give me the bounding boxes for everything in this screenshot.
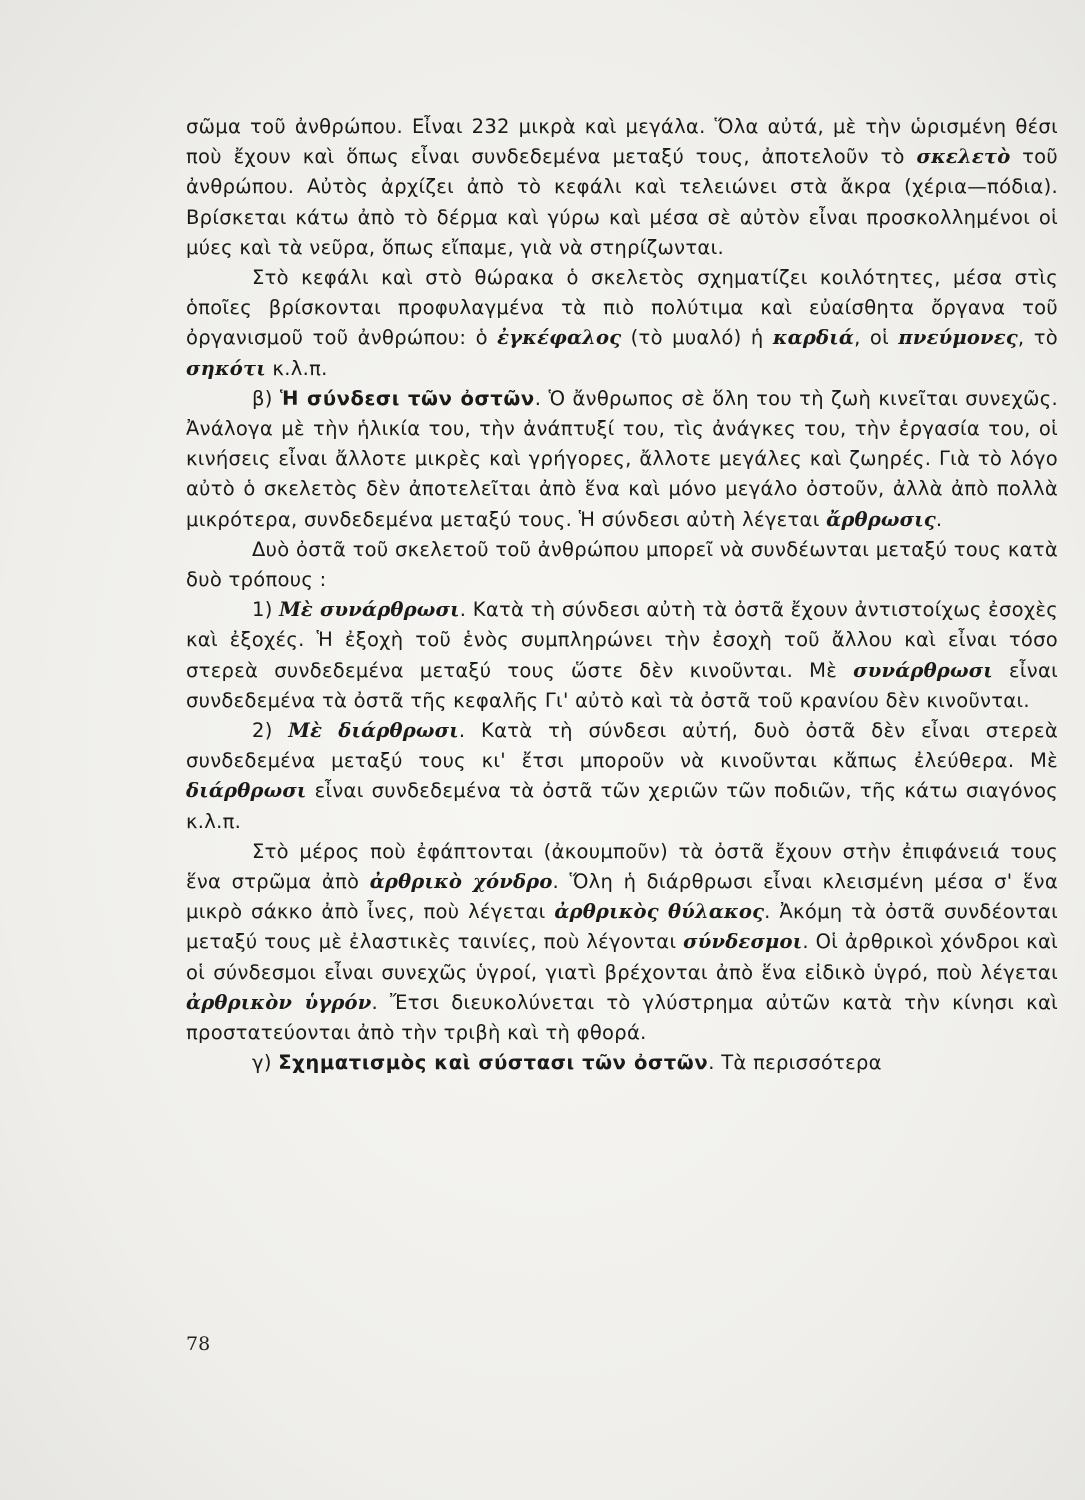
text-run: 2) [252,719,289,743]
key-term: ἀρθρικὸς θύλακος [554,900,765,924]
text-run: 1) [252,598,280,622]
paragraph-cartilage [186,837,1058,1048]
text-run: εἶναι συνδεδεμένα τὰ ὀστᾶ τῆς κεφαλῆς Γι' αὐτὸ καὶ τὰ ὀστᾶ τοῦ κρανίου δὲν κινοῦνται. [186,658,1059,712]
text-run: τοῦ ἀνθρώπου. Αὐτὸς ἀρχίζει ἀπὸ τὸ κεφάλι καὶ τελειώνει στὰ ἄκρα (χέρια—πόδια). Βρίσκεται κάτω ἀπὸ τὸ δέρμα καὶ γύρω καὶ μέσα σὲ αὐτὸν εἶναι προσκολλημένοι οἱ μύες καὶ τὰ νεῦρα, ὅπως εἴπαμε, γιὰ νὰ στηρίζωνται. [186,145,1058,259]
text-run: Στὸ μέρος ποὺ ἐφάπτονται (ἀκουμποῦν) τὰ ὀστᾶ ἔχουν στὴν ἐπιφάνειά τους ἕνα στρῶμα ἀπὸ [186,839,1058,894]
key-term: ἀρθρικὸν ὑγρόν [186,990,372,1014]
key-term: Μὲ συνάρθρωσι [279,598,460,622]
text-run: . Ἀκόμη τὰ ὀστᾶ συνδέονται μεταξύ τους μὲ ἐλαστικὲς ταινίες, ποὺ λέγονται [186,900,1058,954]
text-run: , τὸ [1017,326,1058,350]
key-term: σκελετὸ [916,145,1011,169]
text-run: . Οἱ ἀρθρικοὶ χόνδροι καὶ οἱ σύνδεσμοι εἶναι συνεχῶς ὑγροί, γιατὶ βρέχονται ἀπὸ ἕνα εἰδικὸ ὑγρό, ποὺ λέγεται [186,930,1058,984]
text-run: (τὸ μυαλό) ἡ [621,326,773,350]
text-run: εἶναι συνδεδεμένα τὰ ὀστᾶ τῶν χεριῶν τῶν ποδιῶν, τῆς κάτω σιαγόνος κ.λ.π. [186,779,1058,833]
section-b-joints [186,384,1058,535]
text-run: . Ὅλη ἡ διάρθρωσι εἶναι κλεισμένη μέσα σ' ἕνα μικρὸ σάκκο ἀπὸ ἶνες, ποὺ λέγεται [186,870,1058,924]
key-term: πνεύμονες [898,326,1018,350]
text-run: . Κατὰ τὴ σύνδεσι αὐτή, δυὸ ὀστᾶ δὲν εἶναι στερεὰ συνδεδεμένα μεταξύ τους κι' ἔτσι μποροῦν νὰ κινοῦνται κἄπως ἐλεύθερα. Μὲ [186,719,1058,773]
text-run: , οἱ [854,326,899,350]
text-run: . [935,507,943,531]
text-run: Δυὸ ὀστᾶ τοῦ σκελετοῦ τοῦ ἀνθρώπου μπορεῖ νὰ συνδέωνται μεταξύ τους κατὰ δυὸ τρόπους : [186,537,1058,592]
text-run: Στὸ κεφάλι καὶ στὸ θώρακα ὁ σκελετὸς σχηματίζει κοιλότητες, μέσα στὶς ὁποῖες βρίσκονται προφυλαγμένα τὰ πιὸ πολύτιμα καὶ εὐαίσθητα ὄργανα τοῦ ὀργανισμοῦ τοῦ ἀνθρώπου: ὁ [186,266,1058,350]
section-heading: Ἡ σύνδεσι τῶν ὀστῶν [279,386,535,410]
section-heading: Σχηματισμὸς καὶ σύστασι τῶν ὀστῶν [278,1051,709,1075]
text-run: γ) [252,1051,279,1075]
text-run: . Κατὰ τὴ σύνδεσι αὐτὴ τὰ ὀστᾶ ἔχουν ἀντιστοίχως ἐσοχὲς καὶ ἐξοχές. Ἡ ἐξοχὴ τοῦ ἑνὸς συμπληρώνει τὴν ἐσοχὴ τοῦ ἄλλου καὶ εἶναι τόσο στερεὰ συνδεδεμένα μεταξύ τους ὥστε δὲν κινοῦνται. Μὲ [186,598,1058,682]
page-body [186,112,1058,1079]
key-term: ἐγκέφαλος [497,326,622,350]
text-run: . Τὰ περισσότερα [708,1051,882,1075]
text-run: σῶμα τοῦ ἀνθρώπου. Εἶναι 232 μικρὰ καὶ μεγάλα. Ὅλα αὐτά, μὲ τὴν ὡρισμένη θέσι ποὺ ἔχουν καὶ ὅπως εἶναι συνδεδεμένα μεταξύ τους, ἀποτελοῦν τὸ [186,115,1058,169]
key-term: ἀρθρικὸ χόνδρο [369,870,553,894]
key-term: διάρθρωσι [186,779,307,803]
paragraph-diarthrosis [186,716,1058,837]
key-term: Μὲ διάρθρωσι [288,719,459,743]
text-run: κ.λ.π. [265,356,328,380]
key-term: καρδιά [772,326,855,350]
key-term: συνάρθρωσι [853,658,993,682]
page-number: 78 [186,1333,211,1355]
text-run: . Ὁ ἄνθρωπος σὲ ὅλη του τὴ ζωὴ κινεῖται συνεχῶς. Ἀνάλογα μὲ τὴν ἡλικία του, τὴν ἀνάπτυξί του, τὶς ἀνάγκες του, τὴν ἐργασία του, οἱ κινήσεις εἶναι ἄλλοτε μικρὲς καὶ γρήγορες, ἄλλοτε μεγάλες καὶ ζωηρές. Γιὰ τὸ λόγο αὐτὸ ὁ σκελετὸς δὲν ἀποτελεῖται ἀπὸ ἕνα καὶ μόνο μεγάλο ὀστοῦν, ἀλλὰ ἀπὸ πολλὰ μικρότερα, συνδεδεμένα μεταξύ τους. Ἡ σύνδεσι αὐτὴ λέγεται [186,386,1058,531]
paragraph-two-ways [186,535,1058,595]
paragraph-intro [186,112,1058,263]
paragraph-synarthrosis [186,595,1058,716]
text-run: . Ἔτσι διευκολύνεται τὸ γλύστρημα αὐτῶν κατὰ τὴν κίνησι καὶ προστατεύονται ἀπὸ τὴν τριβὴ καὶ τὴ φθορά. [186,990,1058,1045]
paragraph-skull-thorax [186,263,1058,384]
key-term: σηκότι [186,356,266,380]
key-term: ἄρθρωσις [826,507,936,531]
text-run: β) [252,386,280,410]
key-term: σύνδεσμοι [683,930,803,954]
section-c-formation [186,1048,1058,1078]
